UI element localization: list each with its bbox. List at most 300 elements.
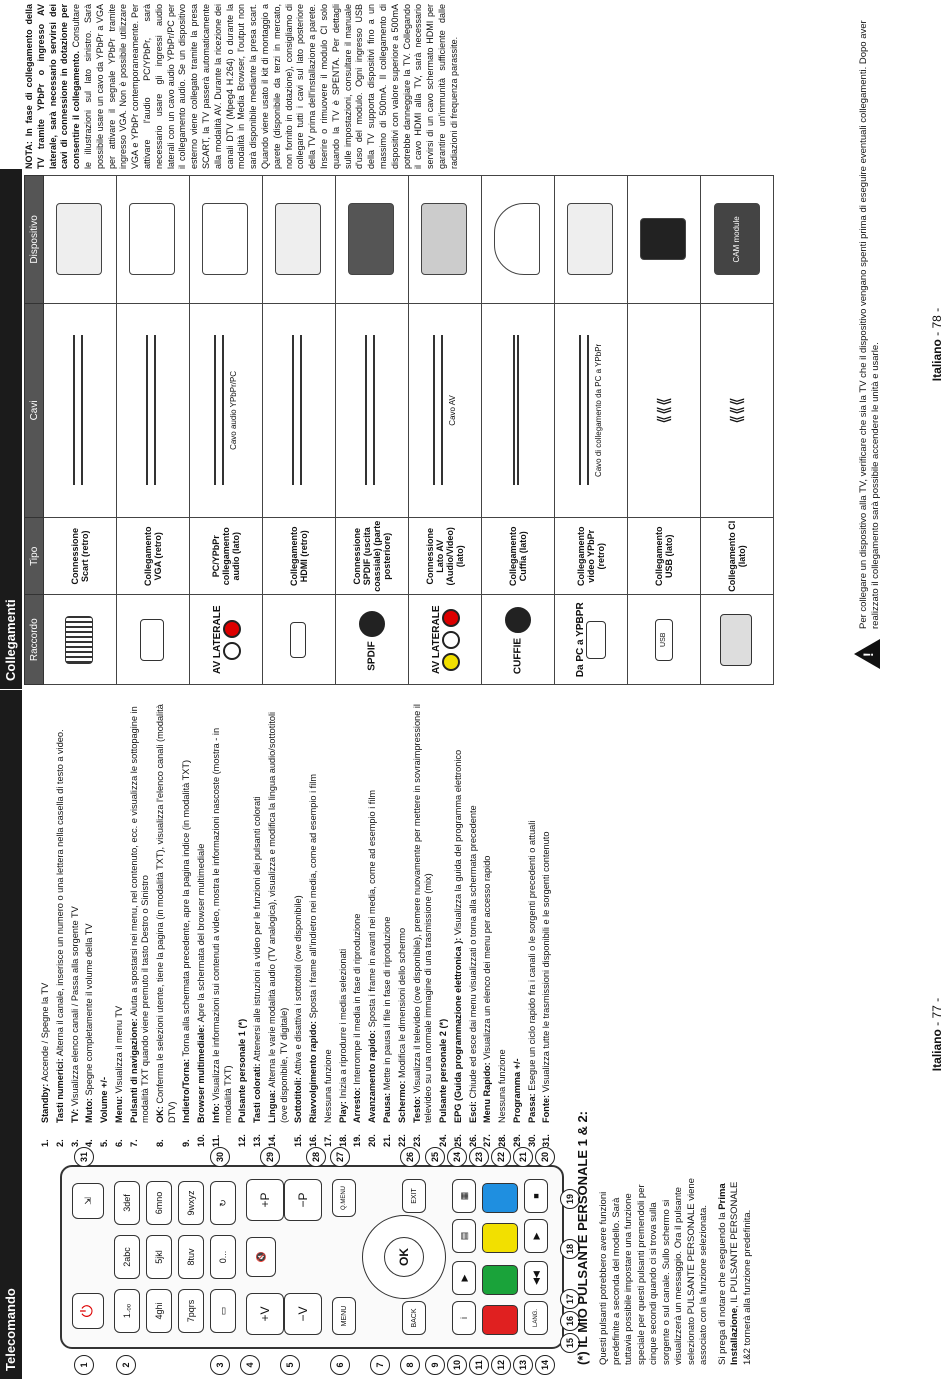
key-label: Pausa: (382, 1092, 392, 1123)
callout-6: 6 (330, 1355, 350, 1375)
key-item (70, 702, 82, 1147)
key-text (70, 906, 82, 1123)
table-row (190, 176, 263, 685)
key-number: 14. (266, 1134, 277, 1147)
ok-button[interactable]: OK (384, 1237, 424, 1277)
green-key[interactable] (482, 1265, 518, 1295)
callout-26: 26 (400, 1147, 420, 1167)
key-label: Pulsante personale 2 (*) (437, 1018, 448, 1123)
key-desc: Visualizza elenco canali / Passa alla sorgente TV (69, 906, 80, 1109)
key-number: 8. (155, 1139, 166, 1147)
custom-button-note-title: (*) IL MIO PULSANTE PERSONALE 1 & 2: (575, 1110, 590, 1365)
key-text (196, 844, 208, 1123)
key-item (196, 702, 208, 1147)
table-row (409, 176, 482, 685)
row-type: PC/YPbPr collegamento audio (lato) (190, 518, 263, 595)
key-item (293, 702, 305, 1147)
key-6-button[interactable]: 6mno (146, 1181, 172, 1225)
key-text (397, 928, 409, 1123)
key-item (40, 702, 52, 1147)
key-text (267, 702, 290, 1123)
row-connector (409, 595, 482, 685)
key-text (55, 729, 67, 1123)
key-label: Indietro/Torna: (181, 1058, 192, 1123)
callout-21: 21 (513, 1147, 533, 1167)
key-label: Browser multimediale: (196, 1024, 207, 1123)
key-text (323, 1049, 335, 1123)
key-number: 4. (84, 1139, 95, 1147)
row-type: Collegamento HDMI (retro) (263, 518, 336, 595)
key-item (512, 702, 524, 1147)
key-label: Arresto: (352, 1087, 363, 1123)
key-text (497, 1049, 509, 1123)
row-type: Connessione Scart (retro) (44, 518, 117, 595)
table-row (336, 176, 409, 685)
key-desc: Torna alla schermata precedente, apre la pagina indice (in modalità TXT) (181, 759, 192, 1059)
key-9-button[interactable]: 9wxyz (178, 1181, 204, 1225)
row-type: Collegamento VGA (retro) (117, 518, 190, 595)
key-item (397, 702, 409, 1147)
laptop-icon (117, 176, 190, 304)
callout-22: 22 (491, 1147, 511, 1167)
key-label: Programma +/- (511, 1058, 522, 1123)
custom-button-note (598, 1165, 754, 1365)
key-label: Lingua: (266, 1089, 277, 1123)
key-desc: Nessuna funzione (497, 1049, 508, 1123)
key-label: Tasti numerici: (54, 1058, 65, 1123)
scart-cable-icon (44, 303, 117, 517)
key-item (114, 702, 126, 1147)
swap-button[interactable]: ↻ (210, 1181, 236, 1225)
vga-cable-icon (117, 303, 190, 517)
key-number: 12. (237, 1134, 248, 1147)
tv-button[interactable]: ▭ (210, 1289, 236, 1333)
dvd-player-icon (263, 176, 336, 304)
connections-note-text: Consultare le illustrazioni sul lato sinistro. Sarà possibile usare un cavo da YPbPr a VGA per attivare il segnale YPbPr tramite ingresso VGA. Non è possibile utilizzare VGA e YPbPr contemporaneamente. Per attivare l'audio PC/YPbPr, sarà necessario usare gli ingressi audio laterali con un cavo audio YPbPr/PC per il collegamento audio. Se un dispositivo esterno viene collegato tramite la presa SCART, la TV passerà automaticamente alla modalità AV. Durante la ricezione dei canali DTV (Mpeg4 H.264) o durante la modalità in Media Browser, l'output non sarà disponibile mediante la presa scart. Quando viene usato il kit di montaggio a parete (disponibile da terzi in mercato, non fornito in dotazione), consigliamo di collegare tutti i cavi sul lato posteriore della TV prima dell'installazione a parete. Inserire o rimuovere il modulo CI solo quando la TV è SPENTA. Per dettagli sulle impostazioni, consultare il manuale d'uso del modulo. Ogni ingresso USB della TV supporta dispositivi fino a un massimo di 500mA. Il collegamento di dispositivi con valore superiore a 500mA potrebbe danneggiare la TV. Collegando il cavo HDMI alla TV, sarà necessario servirsi di un cavo schermato HDMI per garantire un'immunità sufficiente dalle radiazioni di frequenza parassite. (71, 4, 459, 169)
key-number: 11. (211, 1134, 221, 1147)
header-dispositivo: Dispositivo (25, 176, 44, 304)
key-label: Passa: (526, 1093, 537, 1123)
connections-note-bold: NOTA: In fase di collegamento della TV tramite YPbPr o ingresso AV laterale, sarà necessario servirsi dei cavi di connessione in dotazione per consentire il collegamento. (24, 4, 82, 169)
key-item (382, 702, 394, 1147)
headphones-icon (482, 176, 555, 304)
program-down-button[interactable]: −P (284, 1179, 322, 1221)
key-item (155, 702, 178, 1147)
remote-key-list (40, 702, 556, 1147)
key-label: TV: (69, 1108, 80, 1123)
headphone-jack-icon (505, 607, 531, 633)
callout-28: 28 (306, 1147, 326, 1167)
key-number: 29. (511, 1134, 522, 1147)
key-number: 20. (367, 1134, 378, 1147)
key-item (453, 702, 465, 1147)
key-number: 3. (69, 1139, 80, 1147)
footer-language: Italiano (930, 339, 944, 382)
key-item (323, 702, 335, 1147)
key-number: 2. (54, 1139, 65, 1147)
hdmi-connector-icon (263, 595, 336, 685)
white-jack-icon (223, 642, 241, 660)
key-number: 21. (382, 1134, 392, 1147)
arrows-icon: ⟪⟪⟪ (628, 303, 701, 517)
key-number: 19. (352, 1134, 363, 1147)
key-number: 15. (293, 1134, 304, 1147)
ci-slot-icon (701, 595, 774, 685)
key-number: 26. (467, 1134, 478, 1147)
callout-14: 14 (535, 1355, 555, 1375)
callout-17: 17 (560, 1289, 580, 1309)
row-connector (336, 595, 409, 685)
hdmi-cable-icon (263, 303, 336, 517)
key-1-button[interactable]: 1.ₒₒ (114, 1289, 140, 1333)
volume-down-button[interactable]: −V (284, 1293, 322, 1335)
key-text (412, 702, 435, 1123)
key-2-button[interactable]: 2abc (114, 1235, 140, 1279)
arrows-icon: ⟪⟪⟪ (701, 303, 774, 517)
row-type: Collegamento video YPbPr (retro) (555, 518, 628, 595)
table-row (44, 176, 117, 685)
key-number: 1. (40, 1139, 50, 1147)
connections-table (24, 175, 774, 685)
key-item (367, 702, 379, 1147)
quick-menu-button[interactable]: Q.MENU (332, 1179, 356, 1217)
key-label: Muto: (84, 1098, 95, 1123)
key-text (438, 1019, 450, 1123)
warning-text: Per collegare un dispositivo alla TV, verificare che sia la TV che il dispositivo vengano spenti prima di eseguire eventuali collegamenti. Dopo aver realizzato il collegamento sarà possibile accendere le unità e usarle. (858, 20, 881, 629)
back-button[interactable]: BACK (402, 1301, 426, 1335)
row-cable-label: Cavo di collegamento da PC a YPbPr (594, 343, 603, 478)
play-button[interactable]: ▶ (524, 1219, 548, 1253)
key-number: 16. (308, 1134, 319, 1147)
table-row (482, 176, 555, 685)
epg-button[interactable]: ▦ (452, 1179, 476, 1213)
row-cable (190, 303, 263, 517)
key-text (482, 856, 494, 1123)
callout-29: 29 (260, 1147, 280, 1167)
mute-button[interactable]: 🔇 (246, 1237, 276, 1277)
key-label: Pulsante personale 1 (*) (237, 1018, 248, 1123)
key-desc: Visualizza il menu TV (113, 1005, 124, 1096)
row-connector (482, 595, 555, 685)
media-browser-button[interactable]: ▶ (452, 1261, 476, 1295)
key-item (438, 702, 450, 1147)
table-row (628, 176, 701, 685)
callout-10: 10 (447, 1355, 467, 1375)
key-label: OK: (155, 1106, 166, 1123)
key-4-button[interactable]: 4ghi (146, 1289, 172, 1333)
key-label: Esci: (467, 1101, 478, 1123)
camcorder-icon (409, 176, 482, 304)
key-desc: Accende / Spegne la TV (40, 982, 50, 1084)
key-text (527, 821, 539, 1123)
footer-language: Italiano (930, 1029, 944, 1072)
key-desc: Chiude ed esce dai menu visualizzati o torna alla schermata precedente (467, 805, 478, 1102)
key-number: 10. (196, 1134, 207, 1147)
row-type: Collegamento Cuffia (lato) (482, 518, 555, 595)
key-text (40, 983, 52, 1123)
row-connector-label: SPDIF (366, 641, 378, 671)
key-label: Fonte: (541, 1094, 552, 1123)
key-text (382, 917, 394, 1123)
key-number: 30. (526, 1134, 537, 1147)
blue-key[interactable] (482, 1183, 518, 1213)
row-connector (555, 595, 628, 685)
callout-18: 18 (560, 1239, 580, 1259)
key-item (181, 702, 193, 1147)
key-item (482, 702, 494, 1147)
key-item (129, 702, 152, 1147)
callout-7: 7 (370, 1355, 390, 1375)
yellow-key[interactable] (482, 1223, 518, 1253)
key-desc: Attenersi alle istruzioni a video per le funzioni dei pulsanti colorati (252, 796, 263, 1064)
warning-icon (854, 639, 880, 669)
row-cable (555, 303, 628, 517)
usb-stick-icon (628, 176, 701, 304)
row-connector-label: CUFFIE (512, 637, 524, 675)
yellow-jack-icon (442, 653, 460, 671)
table-row (701, 176, 774, 685)
key-number: 18. (337, 1134, 348, 1147)
key-item (527, 702, 539, 1147)
key-desc: Sposta i frame all'indietro nei media, come ad esempio i film (308, 774, 319, 1021)
key-desc: Modifica le dimensioni dello schermo (396, 927, 407, 1081)
reset-note-bold: Prima Installazione (716, 1183, 740, 1365)
key-item (99, 702, 111, 1147)
table-row (555, 176, 628, 685)
key-3-button[interactable]: 3def (114, 1181, 140, 1225)
key-text (211, 702, 234, 1123)
key-label: Testo: (411, 1096, 422, 1123)
callout-1: 1 (74, 1355, 94, 1375)
callout-23: 23 (469, 1147, 489, 1167)
key-number: 25. (452, 1134, 463, 1147)
row-type: Collegamento USB (lato) (628, 518, 701, 595)
row-connector-label: AV LATERALE (430, 605, 442, 674)
warning-block (858, 0, 882, 669)
page-footer (930, 0, 944, 689)
callout-8: 8 (400, 1355, 420, 1375)
vga-port-icon (586, 621, 606, 659)
row-type: Connessione SPDIF (uscita coassiale) (parte posteriore) (336, 518, 409, 595)
key-text (237, 1019, 249, 1123)
row-connector-label: AV LATERALE (211, 605, 223, 674)
volume-up-button[interactable]: +V (246, 1293, 284, 1335)
key-desc: Spegne completamente il volume della TV (84, 923, 95, 1098)
key-label: Schermo: (396, 1080, 407, 1123)
key-7-button[interactable]: 7pqrs (178, 1289, 204, 1333)
key-text (293, 895, 305, 1123)
key-item (267, 702, 290, 1147)
callout-12: 12 (491, 1355, 511, 1375)
key-desc: Attiva e disattiva i sottotitoli (ove disponibile) (293, 895, 304, 1078)
key-desc: Visualizza la guida del programma elettronico (452, 749, 463, 938)
table-row (263, 176, 336, 685)
callout-11: 11 (469, 1355, 489, 1375)
key-desc: Mette in pausa il file in fase di riproduzione (382, 916, 392, 1093)
callout-2: 2 (116, 1355, 136, 1375)
callout-25: 25 (425, 1147, 445, 1167)
key-item (497, 702, 509, 1147)
key-label: Menu Rapido: (482, 1062, 493, 1123)
header-cavi: Cavi (25, 303, 44, 517)
key-text (181, 760, 193, 1123)
footer-page-number: - 77 - (930, 997, 944, 1026)
table-header (25, 176, 44, 685)
key-label: Pulsanti di navigazione: (128, 1018, 139, 1123)
key-item (412, 702, 435, 1147)
white-jack-icon (442, 631, 460, 649)
callout-19: 19 (560, 1189, 580, 1209)
key-label: EPG (Guida programmazione elettronica ): (452, 937, 463, 1123)
key-item (211, 702, 234, 1147)
callout-16: 16 (560, 1311, 580, 1331)
callout-13: 13 (513, 1355, 533, 1375)
key-number: 7. (128, 1139, 139, 1147)
key-label: Tasti colorati: (252, 1063, 263, 1123)
key-number: 22. (396, 1134, 407, 1147)
row-cable-label: Cavo AV (448, 395, 457, 426)
coaxial-cable-icon (336, 303, 409, 517)
callout-27: 27 (330, 1147, 350, 1167)
key-number: 23. (411, 1134, 422, 1147)
key-item (84, 702, 96, 1147)
key-text (114, 1006, 126, 1123)
reset-note-pre: Si prega di notare che eseguendo la (716, 1209, 728, 1365)
exit-button[interactable]: EXIT (402, 1179, 426, 1213)
row-connector (190, 595, 263, 685)
key-label: Info: (211, 1103, 221, 1123)
key-item (252, 702, 264, 1147)
standby-button[interactable]: ⏻ (72, 1293, 104, 1329)
key-number: 9. (181, 1139, 192, 1147)
headphone-cable-icon (482, 303, 555, 517)
table-row (117, 176, 190, 685)
key-item (468, 702, 480, 1147)
key-text (155, 702, 178, 1123)
remote-page (0, 690, 950, 1379)
key-label: Riavvolgimento rapido: (308, 1020, 319, 1123)
callout-4: 4 (240, 1355, 260, 1375)
page-footer (930, 690, 944, 1379)
key-desc: Apre la schermata del browser multimediale (196, 843, 207, 1025)
remote-control-illustration (60, 1165, 564, 1349)
key-number: 17. (322, 1134, 333, 1147)
remote-page-title: Telecomando (0, 690, 22, 1379)
key-item (237, 702, 249, 1147)
custom-button-note-reset (717, 1165, 755, 1365)
cam-module-icon: CAM module (701, 176, 774, 304)
key-item (541, 702, 553, 1147)
callout-15: 15 (560, 1333, 580, 1353)
key-desc: Inizia a riprodurre i media selezionati (337, 948, 348, 1102)
key-number: 28. (497, 1134, 508, 1147)
key-number: 13. (252, 1134, 263, 1147)
callout-5: 5 (280, 1355, 300, 1375)
key-number: 31. (541, 1134, 552, 1147)
row-cable (409, 303, 482, 517)
menu-button[interactable]: MENU (332, 1297, 356, 1335)
header-raccordo: Raccordo (25, 595, 44, 685)
rewind-button[interactable]: ◀◀ (524, 1261, 548, 1295)
info-button[interactable]: i (452, 1301, 476, 1335)
key-number: 6. (113, 1139, 124, 1147)
key-item (338, 702, 350, 1147)
key-desc: Aiuta a spostarsi nei menu, nel contenuto, ecc. e visualizza le sottopagine in modalità TXT quando viene premuto il tasto Destro o Sinistro (128, 706, 151, 1123)
key-label: Avanzamento rapido: (367, 1029, 378, 1123)
key-number: 27. (482, 1134, 493, 1147)
key-label: Standby: (40, 1083, 50, 1123)
key-label: Menu: (113, 1095, 124, 1123)
source-button[interactable]: ⇲ (72, 1183, 104, 1219)
stop-button[interactable]: ■ (524, 1179, 548, 1213)
key-desc: Visualizza le informazioni sui contenuti a video, mostra le informazioni nascoste (mostra - in modalità TXT) (211, 727, 233, 1123)
key-label: Volume +/- (99, 1076, 110, 1123)
callout-24: 24 (447, 1147, 467, 1167)
key-desc: Sposta i frame in avanti nei media, come ad esempio i film (367, 789, 378, 1030)
key-text (338, 949, 350, 1123)
key-text (453, 750, 465, 1123)
key-item (308, 702, 320, 1147)
key-text (308, 774, 320, 1123)
key-text (84, 924, 96, 1124)
key-text (512, 1058, 524, 1123)
row-connector (628, 595, 701, 685)
language-button[interactable]: LANG. (524, 1301, 548, 1335)
key-0-button[interactable]: 0... (210, 1235, 236, 1279)
usb-port-icon: USB (655, 619, 673, 661)
key-text (352, 914, 364, 1123)
key-text (252, 796, 264, 1123)
key-label: Sottotitoli: (293, 1077, 304, 1123)
key-desc: Esegue un ciclo rapido fra i canali o le sorgenti precedenti o attuali (526, 820, 537, 1094)
red-key[interactable] (482, 1305, 518, 1335)
key-text (541, 832, 553, 1123)
key-item (55, 702, 67, 1147)
callout-31: 31 (74, 1147, 94, 1167)
key-desc: Alterna le varie modalità audio (TV analogica), visualizza e modifica la lingua audio/sottotitoli (ove disponibile, TV digitale) (266, 711, 289, 1123)
red-jack-icon (442, 609, 460, 627)
key-text (367, 790, 379, 1123)
row-cable-label: Cavo audio YPbPr/PC (229, 370, 238, 450)
row-type: Connessione Lato AV (Audio/Video) (lato) (409, 518, 482, 595)
key-text (129, 702, 152, 1123)
custom-button-note-text: Questi pulsanti potrebbero avere funzioni predefinite a seconda del modello. Sarà tuttavia possibile impostare una funzione speciale per questi pulsanti premendoli per cinque secondi quando ci si trova sulla sorgente o sul canale. Sullo schermo si visualizzerà un messaggio. Ora il pulsante selezionato PULSANTE PERSONALE viene associato con la funzione selezionata. (598, 1178, 709, 1365)
key-label: Play: (337, 1101, 348, 1123)
key-desc: Alterna il canale, inserisce un numero o una lettera nella casella di testo a video. (54, 729, 65, 1059)
key-desc: Conferma le selezioni utente, tiene la pagina (in modalità TXT), visualizza l'elenco canali (modalità DTV) (155, 704, 177, 1123)
connections-page (0, 0, 950, 689)
key-5-button[interactable]: 5jkl (146, 1235, 172, 1279)
key-number: 5. (99, 1139, 110, 1147)
key-desc: Visualizza tutte le trasmissioni disponibili e le sorgenti contenuto (541, 831, 552, 1095)
key-desc: Nessuna funzione (322, 1049, 333, 1123)
audio-amplifier-icon (336, 176, 409, 304)
program-up-button[interactable]: +P (246, 1179, 284, 1221)
red-jack-icon (223, 620, 241, 638)
key-desc: Interrompe il media in fase di riproduzione (352, 913, 363, 1088)
key-desc: Visualizza il televideo (ove disponibile), premere nuovamente per mettere in sovraimpressione il televideo su una normale immagine di una trasmissione (mix) (411, 704, 434, 1123)
key-8-button[interactable]: 8tuv (178, 1235, 204, 1279)
text-button[interactable]: ▤ (452, 1219, 476, 1253)
row-type: Collegamento CI (lato) (701, 518, 774, 595)
key-text (99, 1077, 111, 1123)
key-number: 24. (437, 1134, 448, 1147)
connections-page-title: Collegamenti (0, 169, 22, 689)
key-item (352, 702, 364, 1147)
header-tipo: Tipo (25, 518, 44, 595)
key-text (468, 805, 480, 1123)
callout-20: 20 (535, 1147, 555, 1167)
